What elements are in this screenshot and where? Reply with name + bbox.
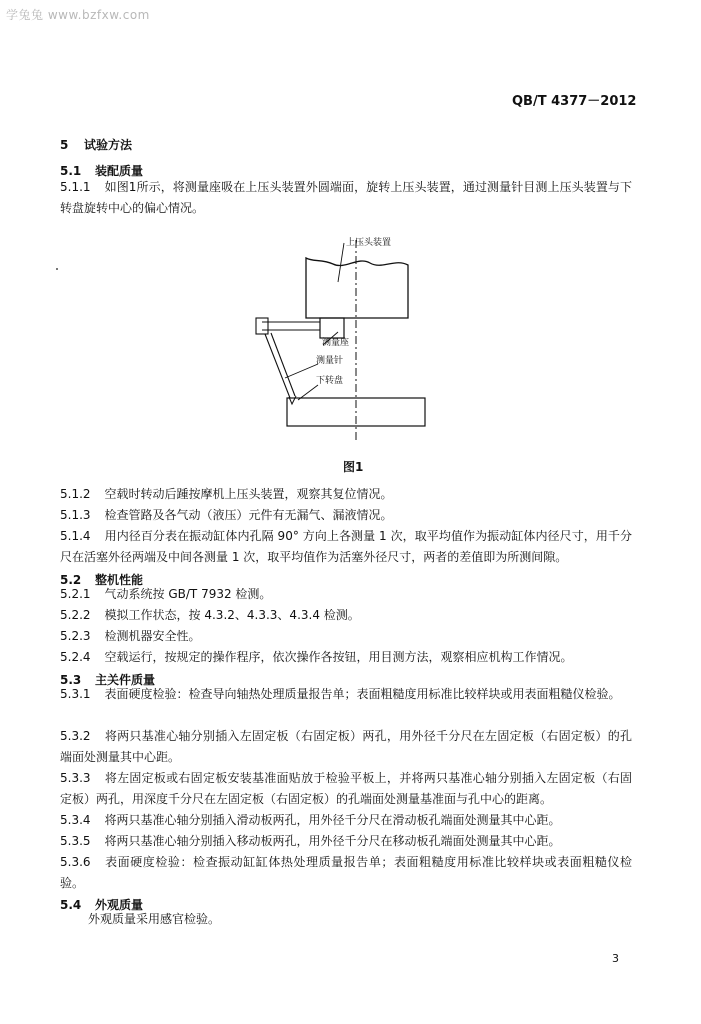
clause-number: 5.2.3 [60, 629, 91, 643]
subsection-title: 外观质量 [95, 898, 144, 912]
clause-5-2-4 [60, 647, 632, 668]
leader-upper [338, 243, 344, 282]
clause-5-1-3 [60, 505, 632, 526]
clause-5-1-4 [60, 526, 632, 568]
clause-5-1-2 [60, 484, 632, 505]
clause-number: 5.3.2 [60, 729, 91, 743]
standard-code: QB/T 4377－2012 [512, 94, 637, 109]
section-title: 试验方法 [84, 138, 133, 152]
leader-needle [285, 364, 318, 378]
subsection-number: 5.3 [60, 673, 82, 687]
clause-number: 5.3.5 [60, 834, 91, 848]
clause-5-3-6 [60, 852, 632, 894]
figure-caption: 图1 [343, 460, 364, 474]
measuring-seat [320, 318, 344, 338]
clause-number: 5.1.3 [60, 508, 91, 522]
clause-text: 将两只基准心轴分别插入滑动板两孔，用外径千分尺在滑动板孔端面处测量其中心距。 [104, 813, 561, 827]
clause-text: 模拟工作状态，按 4.3.2、4.3.3、4.3.4 检测。 [104, 608, 360, 622]
clause-number: 5.2.4 [60, 650, 91, 664]
clause-number: 5.2.2 [60, 608, 91, 622]
page-number: 3 [612, 952, 619, 965]
subsection-number: 5.4 [60, 898, 82, 912]
clause-5-2-1 [60, 584, 632, 605]
clause-text: 表面硬度检验：检查振动缸缸体热处理质量报告单；表面粗糙度用标准比较样块或表面粗糙仪检验。 [60, 855, 632, 890]
clause-5-3-2 [60, 726, 632, 768]
clause-5-3-1 [60, 684, 632, 705]
clause-number: 5.3.6 [60, 855, 91, 869]
clause-text: 外观质量采用感官检验。 [88, 912, 221, 926]
clause-5-2-2 [60, 605, 632, 626]
clause-number: 5.1.4 [60, 529, 91, 543]
clause-5-4-text [88, 909, 628, 930]
clause-number: 5.3.1 [60, 687, 91, 701]
clause-5-3-3 [60, 768, 632, 810]
clause-number: 5.1.1 [60, 180, 91, 194]
clause-text: 空载时转动后踵按摩机上压头装置，观察其复位情况。 [104, 487, 393, 501]
clause-text: 检查管路及各气动（液压）元件有无漏气、漏液情况。 [104, 508, 393, 522]
clause-text: 将两只基准心轴分别插入移动板两孔，用外径千分尺在移动板孔端面处测量其中心距。 [104, 834, 561, 848]
clause-text: 将两只基准心轴分别插入左固定板（右固定板）两孔，用外径千分尺在左固定板（右固定板）的孔端面处测量其中心距。 [60, 729, 632, 764]
subsection-number: 5.1 [60, 164, 82, 178]
clause-number: 5.3.4 [60, 813, 91, 827]
section-number: 5 [60, 138, 69, 152]
clause-number: 5.3.3 [60, 771, 91, 785]
clause-text: 空载运行，按规定的操作程序，依次操作各按钮，用目测方法，观察相应机构工作情况。 [104, 650, 573, 664]
upper-press-head-outline [306, 258, 408, 318]
label-measuring-needle: 测量针 [316, 356, 344, 366]
clause-text: 将左固定板或右固定板安装基准面贴放于检验平板上，并将两只基准心轴分别插入左固定板（右固定板）两孔，用深度千分尺在左固定板（右固定板）的孔端面处测量基准面与孔中心的距离。 [60, 771, 632, 806]
watermark: 学兔兔 www.bzfxw.com [6, 8, 150, 22]
label-upper-press-head: 上压头装置 [346, 238, 392, 248]
subsection-title: 主关件质量 [95, 673, 156, 687]
clause-text: 如图1所示，将测量座吸在上压头装置外圆端面，旋转上压头装置，通过测量针目测上压头装置与下转盘旋转中心的偏心情况。 [60, 180, 632, 215]
label-measuring-seat: 测量座 [322, 338, 350, 348]
arm-clamp [256, 318, 268, 334]
clause-5-2-3 [60, 626, 632, 647]
clause-number: 5.2.1 [60, 587, 91, 601]
label-lower-turntable: 下转盘 [316, 376, 344, 386]
subsection-title: 装配质量 [95, 164, 144, 178]
clause-5-3-4 [60, 810, 632, 831]
clause-text: 用内径百分表在振动缸体内孔隔 90° 方向上各测量 1 次，取平均值作为振动缸体内径尺寸，用千分尺在活塞外径两端及中间各测量 1 次，取平均值作为活塞外径尺寸，两者的差值即为所测间隙。 [60, 529, 632, 564]
clause-text: 表面硬度检验：检查导向轴热处理质量报告单；表面粗糙度用标准比较样块或用表面粗糙仪检验。 [104, 687, 621, 701]
subsection-number: 5.2 [60, 573, 82, 587]
clause-text: 检测机器安全性。 [104, 629, 201, 643]
clause-5-3-5 [60, 831, 632, 852]
clause-number: 5.1.2 [60, 487, 91, 501]
clause-text: 气动系统按 GB/T 7932 检测。 [104, 587, 272, 601]
subsection-title: 整机性能 [95, 573, 144, 587]
